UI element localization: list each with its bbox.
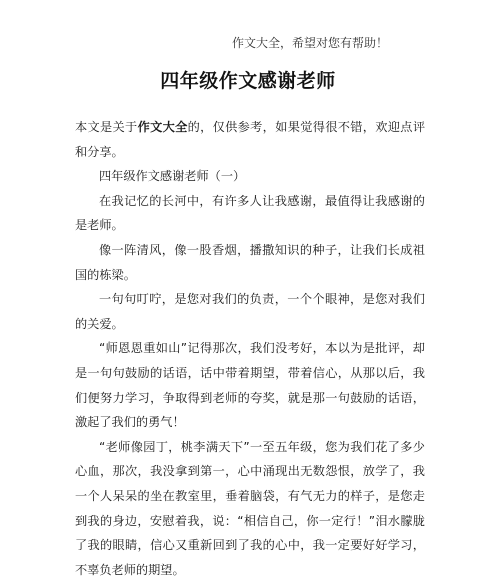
intro-text-before: 本文是关于 <box>75 120 138 134</box>
intro-text-bold: 作文大全 <box>137 120 188 134</box>
paragraph: 像一阵清风，像一股香烟，播撒知识的种子，让我们长成祖国的栋梁。 <box>75 242 425 282</box>
document-body <box>75 115 425 582</box>
intro-text-after: 的，仅供参考，如果觉得很不错，欢迎点评和分享。 <box>75 120 426 159</box>
paragraph: “师恩恩重如山”记得那次，我们没考好，本以为是批评，却是一句句鼓励的话语，话中带着期望，带着信心，从那以后，我们便努力学习，争取得到老师的夸奖，就是那一句鼓励的话语，激起了我们的勇气！ <box>75 341 425 430</box>
paragraph: 在我记忆的长河中，有许多人让我感谢，最值得让我感谢的是老师。 <box>75 193 425 233</box>
intro-paragraph <box>75 115 425 164</box>
paragraph: 一句句叮咛，是您对我们的负责，一个个眼神，是您对我们的关爱。 <box>75 292 425 331</box>
document-title: 四年级作文感谢老师 <box>160 70 336 92</box>
header-note: 作文大全，希望对您有帮助！ <box>232 36 389 50</box>
paragraph: “老师像园丁，桃李满天下”一至五年级，您为我们花了多少心血，那次，我没拿到第一，心中涌现出无数怨恨，放学了，我一个人呆呆的坐在教室里，垂着脑袋，有气无力的样子，是您走到我的身边，安慰着我，说：“相信自己，你一定行！”泪水朦胧了我的眼睛，信心又重新回到了我的心中，我一定要好好学习，不辜负老师的期望。 <box>75 439 425 577</box>
section-heading: 四年级作文感谢老师（一） <box>99 169 246 184</box>
